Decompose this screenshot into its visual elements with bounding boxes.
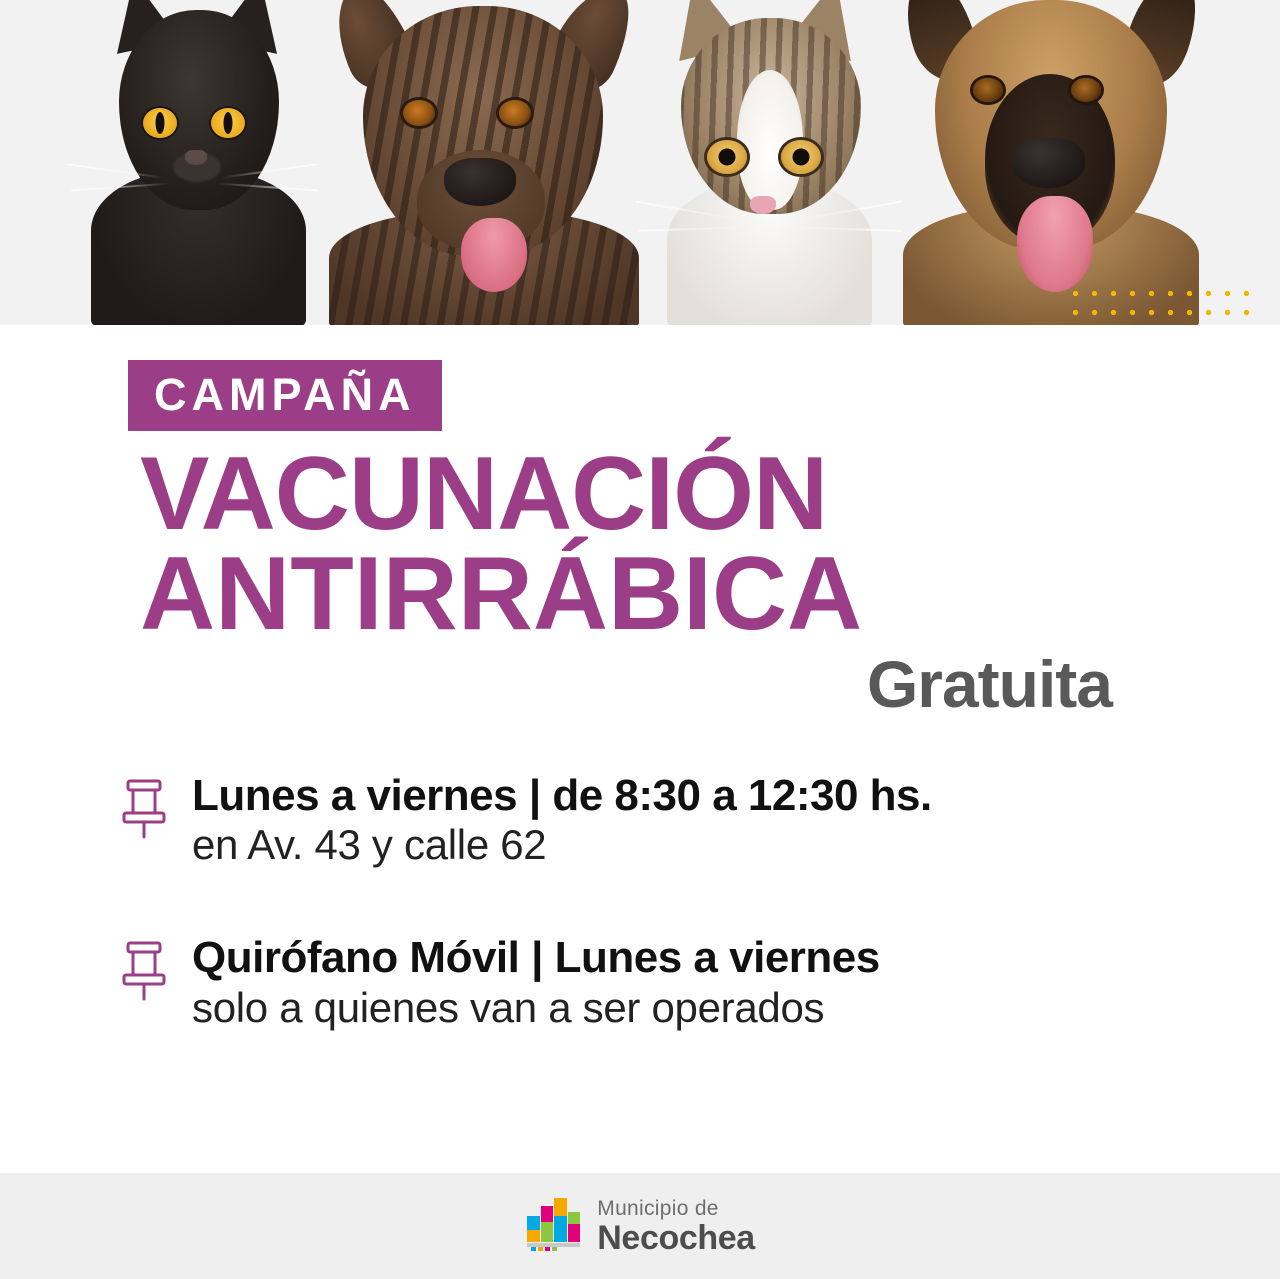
brindle-dog-photo xyxy=(321,0,641,325)
dog-eye-left xyxy=(973,78,1003,102)
title-line-2: ANTIRRÁBICA xyxy=(140,535,863,652)
title-line-1: VACUNACIÓN xyxy=(140,436,828,552)
cat-eye-left xyxy=(707,140,747,174)
cat-eye-left xyxy=(143,108,177,138)
black-cat-photo xyxy=(81,0,311,325)
pin-icon xyxy=(118,939,170,1006)
page-title xyxy=(140,436,1280,652)
footer-line-2: Necochea xyxy=(597,1218,755,1257)
tabby-cat-photo xyxy=(645,0,895,325)
info-item-mobile-surgery xyxy=(118,933,1280,1032)
pin-icon xyxy=(118,777,170,844)
campaign-badge: CAMPAÑA xyxy=(128,360,442,431)
info-item-schedule-light: en Av. 43 y calle 62 xyxy=(192,820,547,868)
dog-eye-right xyxy=(499,100,531,126)
info-item-mobile-surgery-light: solo a quienes van a ser operados xyxy=(192,983,825,1031)
dog-nose xyxy=(444,158,516,206)
cat-eye-right xyxy=(781,140,821,174)
necochea-municipality-logo xyxy=(525,1194,583,1259)
dog-eye-right xyxy=(1071,78,1101,102)
info-item-schedule xyxy=(118,771,1280,870)
subtitle-free: Gratuita xyxy=(866,646,1112,721)
cat-nose xyxy=(750,196,776,214)
dog-tongue xyxy=(461,218,527,292)
footer-bar xyxy=(0,1173,1280,1279)
info-item-schedule-strong: Lunes a viernes | de 8:30 a 12:30 hs. xyxy=(192,770,932,820)
dog-tongue xyxy=(1017,196,1093,292)
hero-animals-banner xyxy=(0,0,1280,325)
shepherd-dog-photo xyxy=(899,0,1199,325)
cat-eye-right xyxy=(211,108,245,138)
info-item-mobile-surgery-strong: Quirófano Móvil | Lunes a viernes xyxy=(192,933,880,983)
footer-line-1: Municipio de xyxy=(597,1196,719,1220)
poster-content xyxy=(0,325,1280,1173)
cat-nose xyxy=(185,150,207,165)
dog-eye-left xyxy=(403,100,435,126)
footer-logo-text xyxy=(597,1198,754,1255)
cat-face-blaze xyxy=(737,70,803,210)
dog-nose xyxy=(1011,138,1085,188)
